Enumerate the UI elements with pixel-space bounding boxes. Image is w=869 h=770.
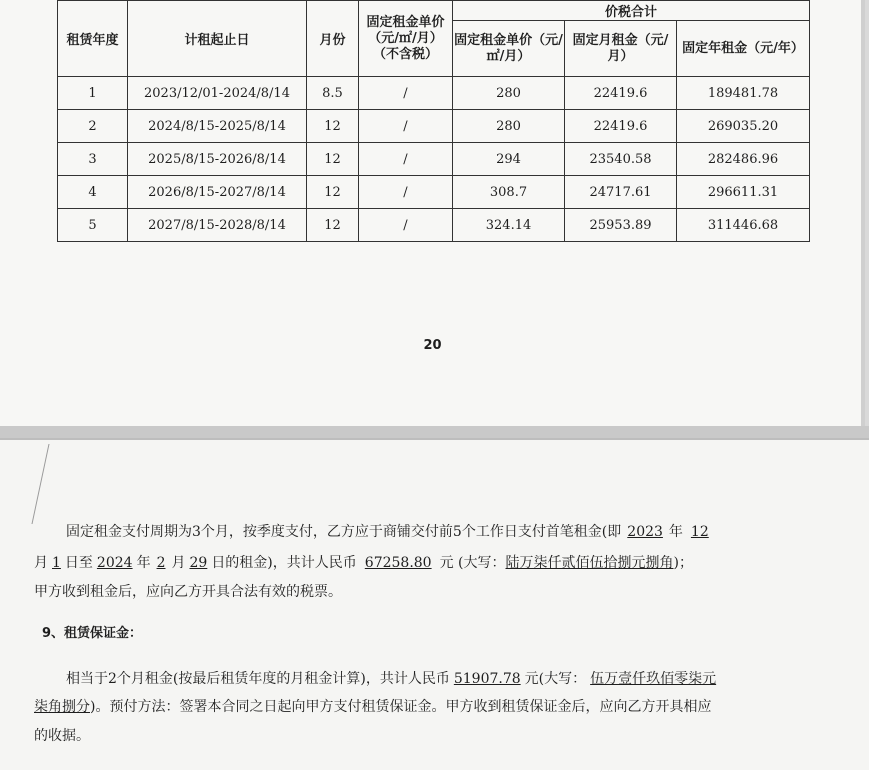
table-row [58, 143, 810, 176]
cell-annual: 189481.78 [677, 77, 810, 110]
deposit-line-1: 相当于2个月租金(按最后租赁年度的月租金计算)，共计人民币 51907.78 元(大写： 伍万壹仟玖佰零柒元 [66, 671, 717, 687]
cell-year: 5 [58, 209, 128, 242]
header-monthly-rent: 固定月租金（元/月） [565, 21, 677, 77]
cell-unit: 294 [453, 143, 565, 176]
cell-annual: 282486.96 [677, 143, 810, 176]
cell-months: 12 [307, 110, 359, 143]
cell-excl: / [359, 176, 453, 209]
deposit-line-2: 柒角捌分)。预付方法：签署本合同之日起向甲方支付租赁保证金。甲方收到租赁保证金后，应向乙方开具相应 [34, 699, 712, 715]
header-months: 月份 [307, 1, 359, 77]
cell-monthly: 25953.89 [565, 209, 677, 242]
header-unit-excl-tax: 固定租金单价（元/㎡/月）（不含税） [359, 1, 453, 77]
cell-period: 2026/8/15-2027/8/14 [128, 176, 307, 209]
cell-months: 8.5 [307, 77, 359, 110]
cell-months: 12 [307, 176, 359, 209]
header-year: 租赁年度 [58, 1, 128, 77]
cell-period: 2023/12/01-2024/8/14 [128, 77, 307, 110]
table-row [58, 77, 810, 110]
cell-unit: 280 [453, 110, 565, 143]
cell-monthly: 23540.58 [565, 143, 677, 176]
cell-period: 2025/8/15-2026/8/14 [128, 143, 307, 176]
cell-annual: 296611.31 [677, 176, 810, 209]
deposit-heading: 9、租赁保证金： [42, 626, 143, 641]
table-row [58, 110, 810, 143]
cell-months: 12 [307, 143, 359, 176]
cell-excl: / [359, 110, 453, 143]
cell-year: 2 [58, 110, 128, 143]
cell-unit: 308.7 [453, 176, 565, 209]
cell-year: 3 [58, 143, 128, 176]
contract-page-21 [0, 438, 869, 770]
cell-year: 1 [58, 77, 128, 110]
cell-annual: 311446.68 [677, 209, 810, 242]
header-tax-incl-group: 价税合计 [453, 1, 810, 21]
cell-period: 2024/8/15-2025/8/14 [128, 110, 307, 143]
cell-unit: 280 [453, 77, 565, 110]
cell-period: 2027/8/15-2028/8/14 [128, 209, 307, 242]
page-number: 20 [423, 338, 442, 353]
cell-monthly: 24717.61 [565, 176, 677, 209]
cell-monthly: 22419.6 [565, 77, 677, 110]
deposit-line-3: 的收据。 [34, 728, 90, 744]
cell-excl: / [359, 143, 453, 176]
cell-monthly: 22419.6 [565, 110, 677, 143]
cell-annual: 269035.20 [677, 110, 810, 143]
payment-line-3: 甲方收到租金后，应向乙方开具合法有效的税票。 [34, 584, 342, 600]
cell-excl: / [359, 209, 453, 242]
table-row [58, 176, 810, 209]
payment-line-1: 固定租金支付周期为3个月，按季度支付，乙方应于商铺交付前5个工作日支付首笔租金(即 2023 年 12 [66, 524, 709, 540]
cell-year: 4 [58, 176, 128, 209]
header-unit-price: 固定租金单价（元/㎡/月） [453, 21, 565, 77]
cell-unit: 324.14 [453, 209, 565, 242]
cell-excl: / [359, 77, 453, 110]
header-period: 计租起止日 [128, 1, 307, 77]
rent-schedule-table [57, 0, 810, 242]
header-annual-rent: 固定年租金（元/年） [677, 21, 810, 77]
table-row [58, 209, 810, 242]
page-gap [0, 426, 869, 438]
payment-line-2: 月 1 日至 2024 年 2 月 29 日的租金)，共计人民币 67258.80 元 (大写：陆万柒仟贰佰伍拾捌元捌角)； [34, 555, 693, 571]
cell-months: 12 [307, 209, 359, 242]
page-edge [861, 0, 865, 426]
